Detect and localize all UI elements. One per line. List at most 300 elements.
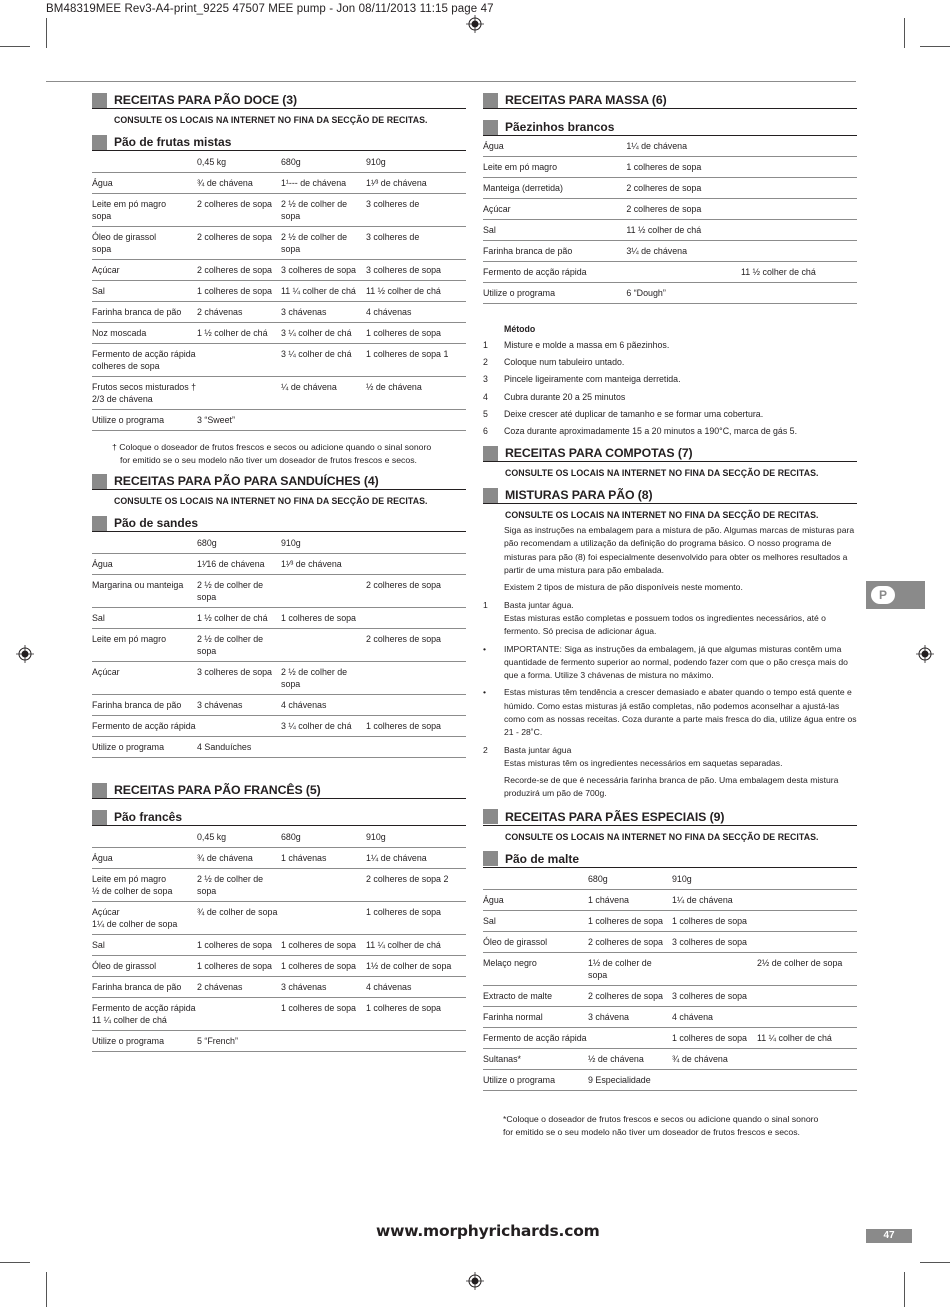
- footnote-line: † Coloque o doseador de frutos frescos e secos ou adicione quando o sinal sonoro: [112, 442, 432, 452]
- table-row: [483, 1048, 857, 1069]
- ingredient-cell: Utilize o programa: [92, 1031, 197, 1052]
- crop-mark: [904, 18, 905, 48]
- consult-note: CONSULTE OS LOCAIS NA INTERNET NO FINA DA SECÇÃO DE RECITAS.: [114, 496, 428, 506]
- amount-cell: [281, 575, 366, 608]
- table-row: [483, 136, 857, 157]
- amount-cell: 1 colheres de sopa: [281, 998, 366, 1031]
- amount-cell: 5 “French”: [197, 1031, 281, 1052]
- print-header: BM48319MEE Rev3-A4-print_9225 47507 MEE pump - Jon 08/11/2013 11:15 page 47: [46, 3, 494, 15]
- table-row: [483, 985, 857, 1006]
- amount-cell: 1 colheres de sopa: [366, 902, 466, 935]
- step-text: Coloque num tabuleiro untado.: [504, 357, 625, 368]
- table-header-cell: [483, 868, 588, 890]
- table-row: [92, 869, 466, 902]
- section-heading: [92, 473, 466, 490]
- ingredient-cell: Leite em pó magro: [92, 629, 197, 662]
- amount-cell: 1¼ de chávena: [672, 889, 757, 910]
- recipe-table: [483, 868, 857, 1091]
- amount-cell: [197, 998, 281, 1031]
- table-row: [92, 977, 466, 998]
- recipe-table: [483, 136, 857, 304]
- table-row: [92, 302, 466, 323]
- ingredient-cell: Noz moscada: [92, 323, 197, 344]
- subsection-heading: [92, 515, 466, 532]
- subsection-heading: [483, 119, 857, 136]
- method-step: [483, 391, 857, 403]
- amount-cell: 2 colheres de sopa: [366, 575, 466, 608]
- crop-mark: [920, 1262, 950, 1263]
- amount-cell: 2 colheres de sopa: [197, 194, 281, 227]
- amount-cell: [281, 902, 366, 935]
- amount-cell: 3 colheres de sopa: [672, 931, 757, 952]
- amount-cell: 11 ½ colher de chá: [626, 220, 741, 241]
- crop-mark: [46, 18, 47, 48]
- footnote-line: for emitido se o seu modelo não tiver um doseador de frutos frescos e secos.: [503, 1126, 800, 1137]
- table-header-cell: [92, 826, 197, 848]
- ingredient-cell: Manteiga (derretida): [483, 178, 626, 199]
- section-heading: [483, 487, 857, 504]
- amount-cell: [281, 1031, 366, 1052]
- amount-cell: [741, 220, 857, 241]
- amount-cell: [757, 931, 857, 952]
- section-marker: [483, 120, 498, 135]
- amount-cell: [741, 241, 857, 262]
- ingredient-cell: Água: [483, 889, 588, 910]
- amount-cell: 1 colheres de sopa: [281, 608, 366, 629]
- table-row: [92, 323, 466, 344]
- step-number: 6: [483, 425, 488, 436]
- table-row: [92, 281, 466, 302]
- footnote-line: for emitido se o seu modelo não tiver um doseador de frutos frescos e secos.: [120, 455, 417, 465]
- table-header-cell: 680g: [197, 532, 281, 554]
- section-marker: [92, 810, 107, 825]
- table-row: [92, 935, 466, 956]
- table-header-cell: 680g: [588, 868, 672, 890]
- amount-cell: 11 ¼ colher de chá: [366, 935, 466, 956]
- table-row: [483, 262, 857, 283]
- amount-cell: [757, 1048, 857, 1069]
- amount-cell: 4 chávenas: [281, 695, 366, 716]
- table-header-row: [92, 151, 466, 173]
- table-row: [92, 629, 466, 662]
- table-row: [92, 848, 466, 869]
- ingredient-cell: Água: [92, 848, 197, 869]
- language-tab: [866, 581, 925, 609]
- table-row: [483, 199, 857, 220]
- ingredient-cell: Óleo de girassol: [92, 956, 197, 977]
- amount-cell: ½ de chávena: [588, 1048, 672, 1069]
- amount-cell: 4 chávena: [672, 1006, 757, 1027]
- amount-cell: 2 ½ de colher de sopa: [197, 869, 281, 902]
- section-heading: [483, 445, 857, 462]
- amount-cell: 2 ½ de colher de sopa: [281, 662, 366, 695]
- amount-cell: 4 chávenas: [366, 302, 466, 323]
- amount-cell: [366, 1031, 466, 1052]
- amount-cell: [366, 554, 466, 575]
- recipe-table: [92, 826, 466, 1052]
- section-title: RECEITAS PARA PÃO DOCE (3): [114, 93, 298, 107]
- section-title: RECEITAS PARA PÃES ESPECIAIS (9): [505, 809, 725, 824]
- crop-mark: [920, 46, 950, 47]
- section-marker: [483, 809, 498, 824]
- table-header-cell: 910g: [281, 532, 366, 554]
- amount-cell: 3¼ de chávena: [626, 241, 741, 262]
- subsection-title: Pão francês: [114, 810, 183, 824]
- amount-cell: 2 colheres de sopa: [588, 985, 672, 1006]
- amount-cell: 3 chávenas: [281, 302, 366, 323]
- amount-cell: 3 colheres de sopa: [672, 985, 757, 1006]
- amount-cell: 1 colheres de sopa: [281, 935, 366, 956]
- method-title: Método: [504, 324, 536, 334]
- table-header-cell: 910g: [366, 151, 466, 173]
- table-header-cell: 680g: [281, 826, 366, 848]
- amount-cell: 2 ½ de colher de sopa: [281, 227, 366, 260]
- amount-cell: [741, 199, 857, 220]
- amount-cell: 1 colheres de sopa: [197, 935, 281, 956]
- amount-cell: [366, 410, 466, 431]
- ingredient-cell: Fermento de acção rápida: [483, 1027, 588, 1048]
- ingredient-cell: Óleo de girassol: [483, 931, 588, 952]
- ingredient-cell: Farinha branca de pão: [92, 977, 197, 998]
- table-header-cell: 910g: [366, 826, 466, 848]
- ingredient-cell: Açúcar: [92, 662, 197, 695]
- ingredient-cell: Leite em pó magro: [483, 157, 626, 178]
- table-row: [92, 1031, 466, 1052]
- table-row: [92, 695, 466, 716]
- table-header-cell: 680g: [281, 151, 366, 173]
- table-row: [483, 157, 857, 178]
- table-row: [92, 554, 466, 575]
- amount-cell: 2 colheres de sopa: [197, 227, 281, 260]
- consult-note: CONSULTE OS LOCAIS NA INTERNET NO FINA DA SECÇÃO DE RECITAS.: [114, 115, 428, 125]
- step-text: Misture e molde a massa em 6 pãezinhos.: [504, 340, 670, 350]
- ingredient-cell: Utilize o programa: [92, 410, 197, 431]
- ingredient-cell: Fermento de acção rápida 11 ¼ colher de chá: [92, 998, 197, 1031]
- amount-cell: 3 chávena: [588, 1006, 672, 1027]
- amount-cell: [588, 1027, 672, 1048]
- amount-cell: 2 chávenas: [197, 302, 281, 323]
- step-number: 3: [483, 374, 488, 385]
- step-number: 1: [483, 340, 488, 350]
- amount-cell: 3 colheres de sopa: [197, 662, 281, 695]
- ingredient-cell: Água: [92, 554, 197, 575]
- amount-cell: 3 colheres de sopa: [281, 260, 366, 281]
- table-row: [483, 910, 857, 931]
- section-title: MISTURAS PARA PÃO (8): [505, 488, 653, 503]
- method-list: [483, 339, 857, 437]
- amount-cell: 4 chávenas: [366, 977, 466, 998]
- ingredient-cell: Sal: [92, 608, 197, 629]
- table-header-cell: [757, 868, 857, 890]
- ingredient-cell: Extracto de malte: [483, 985, 588, 1006]
- table-row: [483, 1069, 857, 1090]
- subsection-heading: [92, 134, 466, 151]
- subsection-title: Pãezinhos brancos: [505, 120, 615, 134]
- table-header-row: [92, 532, 466, 554]
- ingredient-cell: Sal: [483, 220, 626, 241]
- ingredient-cell: Leite em pó magro sopa: [92, 194, 197, 227]
- method-step: [483, 356, 857, 368]
- method: [483, 324, 857, 437]
- table-row: [92, 608, 466, 629]
- amount-cell: [197, 344, 281, 377]
- table-row: [92, 575, 466, 608]
- footnote: [483, 1113, 857, 1139]
- amount-cell: [197, 716, 281, 737]
- amount-cell: 3 colheres de sopa: [366, 260, 466, 281]
- amount-cell: 2 ½ de colher de sopa: [197, 629, 281, 662]
- amount-cell: 2 ½ de colher de sopa: [197, 575, 281, 608]
- amount-cell: 1 ½ colher de chá: [197, 323, 281, 344]
- right-column: [483, 92, 857, 1145]
- amount-cell: 1 colheres de sopa: [366, 323, 466, 344]
- left-column: [92, 92, 466, 1052]
- table-row: [483, 241, 857, 262]
- subsection-heading: [92, 809, 466, 826]
- table-header-cell: [92, 151, 197, 173]
- table-row: [483, 178, 857, 199]
- amount-cell: 11 ¼ colher de chá: [757, 1027, 857, 1048]
- amount-cell: 1 ½ colher de chá: [197, 608, 281, 629]
- recipe-table: [92, 151, 466, 431]
- language-tab-label: P: [871, 586, 895, 604]
- amount-cell: 1¹⁄³ de chávena: [281, 554, 366, 575]
- registration-mark-icon: [466, 1272, 484, 1290]
- crop-mark: [0, 46, 30, 47]
- table-row: [92, 260, 466, 281]
- section-marker: [483, 93, 498, 108]
- ingredient-cell: Farinha branca de pão: [92, 695, 197, 716]
- registration-mark-icon: [466, 15, 484, 33]
- table-row: [92, 662, 466, 695]
- table-row: [92, 194, 466, 227]
- consult-note: CONSULTE OS LOCAIS NA INTERNET NO FINA DA SECÇÃO DE RECITAS.: [505, 468, 819, 479]
- page-number: 47: [866, 1229, 912, 1243]
- amount-cell: 2 colheres de sopa: [366, 629, 466, 662]
- step-text: Coza durante aproximadamente 15 a 20 minutos a 190°C, marca de gás 5.: [504, 425, 798, 436]
- amount-cell: [197, 377, 281, 410]
- list-item: [483, 686, 857, 739]
- ingredient-cell: Farinha normal: [483, 1006, 588, 1027]
- ingredient-cell: Sal: [92, 281, 197, 302]
- table-row: [483, 220, 857, 241]
- table-row: [92, 344, 466, 377]
- amount-cell: [757, 1006, 857, 1027]
- amount-cell: ¾ de chávena: [197, 848, 281, 869]
- amount-cell: 1 colheres de sopa: [366, 716, 466, 737]
- amount-cell: 2½ de colher de sopa: [757, 952, 857, 985]
- amount-cell: 1¹⁄16 de chávena: [197, 554, 281, 575]
- table-row: [483, 1006, 857, 1027]
- ingredient-cell: Água: [483, 136, 626, 157]
- amount-cell: 1½ de colher de sopa: [366, 956, 466, 977]
- paragraph: Recorde-se de que é necessária farinha branca de pão. Uma embalagem desta mistura produzirá um pão de 700g.: [504, 775, 839, 799]
- amount-cell: [757, 1069, 857, 1090]
- amount-cell: [281, 410, 366, 431]
- amount-cell: 3 ¼ colher de chá: [281, 716, 366, 737]
- amount-cell: 3 colheres de: [366, 194, 466, 227]
- table-header-row: [92, 826, 466, 848]
- table-row: [483, 1027, 857, 1048]
- section-marker: [92, 93, 107, 108]
- amount-cell: [757, 985, 857, 1006]
- amount-cell: ¾ de colher de sopa: [197, 902, 281, 935]
- amount-cell: 6 “Dough”: [626, 283, 741, 304]
- amount-cell: 3 chávenas: [281, 977, 366, 998]
- amount-cell: [366, 737, 466, 758]
- registration-mark-icon: [916, 645, 934, 663]
- amount-cell: 11 ¼ colher de chá: [281, 281, 366, 302]
- section-marker: [483, 446, 498, 461]
- section-heading: [483, 809, 857, 826]
- step-number: 5: [483, 408, 488, 419]
- footnote: [92, 441, 466, 467]
- amount-cell: 11 ½ colher de chá: [741, 262, 857, 283]
- amount-cell: [366, 695, 466, 716]
- section-marker: [92, 783, 107, 798]
- section-marker: [483, 851, 498, 866]
- list-item: [483, 744, 857, 771]
- list-number: 2: [483, 744, 488, 755]
- amount-cell: 1 colheres de sopa: [197, 956, 281, 977]
- ingredient-cell: Açúcar: [92, 260, 197, 281]
- amount-cell: 9 Especialidade: [588, 1069, 672, 1090]
- step-text: Deixe crescer até duplicar de tamanho e se formar uma cobertura.: [504, 408, 764, 419]
- table-row: [483, 283, 857, 304]
- amount-cell: ¾ de chávena: [197, 173, 281, 194]
- list-text: Basta juntar água. Estas misturas estão completas e possuem todos os ingredientes necessários, até o fermento. Só precisa de adicionar água.: [504, 599, 826, 637]
- ingredient-cell: Fermento de acção rápida colheres de sopa: [92, 344, 197, 377]
- website-url: www.morphyrichards.com: [376, 1222, 600, 1240]
- subsection-title: Pão de sandes: [114, 516, 199, 530]
- list-item: [483, 643, 857, 683]
- amount-cell: 3 ¼ colher de chá: [281, 344, 366, 377]
- amount-cell: [672, 1069, 757, 1090]
- amount-cell: [281, 869, 366, 902]
- amount-cell: 1 colheres de sopa: [588, 910, 672, 931]
- subsection-title: Pão de malte: [505, 851, 580, 866]
- section-marker: [92, 516, 107, 531]
- amount-cell: 1¹⁄³ de chávena: [366, 173, 466, 194]
- table-row: [92, 173, 466, 194]
- table-header-cell: 910g: [672, 868, 757, 890]
- amount-cell: 3 colheres de: [366, 227, 466, 260]
- amount-cell: 11 ½ colher de chá: [366, 281, 466, 302]
- list-number: 1: [483, 599, 488, 610]
- ingredient-cell: Utilize o programa: [483, 283, 626, 304]
- amount-cell: 2 colheres de sopa: [197, 260, 281, 281]
- amount-cell: [366, 608, 466, 629]
- amount-cell: 1 colheres de sopa: [366, 998, 466, 1031]
- ingredient-cell: Melaço negro: [483, 952, 588, 985]
- consult-note: CONSULTE OS LOCAIS NA INTERNET NO FINA DA SECÇÃO DE RECITAS.: [505, 831, 819, 842]
- amount-cell: 1 colheres de sopa: [672, 910, 757, 931]
- amount-cell: 2 colheres de sopa: [626, 199, 741, 220]
- method-step: [483, 425, 857, 437]
- ingredient-cell: Açúcar 1¼ de colher de sopa: [92, 902, 197, 935]
- amount-cell: 1½ de colher de sopa: [588, 952, 672, 985]
- paragraph: Siga as instruções na embalagem para a mistura de pão. Algumas marcas de misturas para pão recomendam a utilização da definição do programa básico. O nosso programa de misturas para pão (8) foi especialmente desenvolvido para obter os melhores resultados a partir de uma mistura para pão embalada.: [504, 525, 855, 576]
- ingredient-cell: Utilize o programa: [92, 737, 197, 758]
- top-rule: [46, 81, 856, 82]
- ingredient-cell: Sultanas*: [483, 1048, 588, 1069]
- section-marker: [483, 488, 498, 503]
- section-marker: [92, 474, 107, 489]
- ingredient-cell: Fermento de acção rápida: [92, 716, 197, 737]
- table-row: [92, 902, 466, 935]
- amount-cell: 1 colheres de sopa: [626, 157, 741, 178]
- consult-note: CONSULTE OS LOCAIS NA INTERNET NO FINA DA SECÇÃO DE RECITAS.: [505, 510, 819, 521]
- table-row: [483, 931, 857, 952]
- ingredient-cell: Açúcar: [483, 199, 626, 220]
- ingredient-cell: Leite em pó magro ½ de colher de sopa: [92, 869, 197, 902]
- section-title: RECEITAS PARA MASSA (6): [505, 93, 667, 107]
- paragraph: Existem 2 tipos de mistura de pão disponíveis neste momento.: [504, 582, 743, 593]
- table-row: [92, 998, 466, 1031]
- amount-cell: 2 colheres de sopa: [588, 931, 672, 952]
- amount-cell: ¾ de chávena: [672, 1048, 757, 1069]
- amount-cell: 1 colheres de sopa: [197, 281, 281, 302]
- amount-cell: 3 “Sweet”: [197, 410, 281, 431]
- amount-cell: [741, 178, 857, 199]
- bullet: •: [483, 687, 487, 698]
- step-text: Cubra durante 20 a 25 minutos: [504, 391, 626, 402]
- list-text: Estas misturas têm tendência a crescer demasiado e abater quando o tempo está quente e húmido. Como estas misturas já estão completas, não podemos aconselhar a ajustá-las como com as nossas receitas. Coza durante a parte mais fresca do dia, utilize água entre os 21 - 28˚C.: [504, 687, 857, 738]
- crop-mark: [904, 1272, 905, 1307]
- amount-cell: 2 colheres de sopa: [626, 178, 741, 199]
- amount-cell: [626, 262, 741, 283]
- bullet: •: [483, 643, 487, 654]
- ingredient-cell: Fermento de acção rápida: [483, 262, 626, 283]
- table-row: [483, 889, 857, 910]
- subsection-title: Pão de frutas mistas: [114, 135, 232, 149]
- amount-cell: 1 chávenas: [281, 848, 366, 869]
- amount-cell: 3 ¼ colher de chá: [281, 323, 366, 344]
- method-step: [483, 408, 857, 420]
- table-header-row: [483, 868, 857, 890]
- section-marker: [92, 135, 107, 150]
- step-number: 2: [483, 357, 488, 368]
- registration-mark-icon: [16, 645, 34, 663]
- list-text: Basta juntar água Estas misturas têm os ingredientes necessários em saquetas separadas.: [504, 744, 783, 768]
- table-header-cell: 0,45 kg: [197, 826, 281, 848]
- step-text: Pincele ligeiramente com manteiga derretida.: [504, 374, 681, 385]
- list-text: IMPORTANTE: Siga as instruções da embalagem, já que algumas misturas contêm uma quantidade de fermento superior ao normal, podendo fazer com que o pão cresça mais do que a forma. Utilize 3 chávenas de mistura no máximo.: [504, 643, 848, 681]
- subsection-heading: [483, 851, 857, 868]
- method-step: [483, 339, 857, 351]
- section-title: RECEITAS PARA PÃO FRANCÊS (5): [114, 783, 321, 797]
- section-title: RECEITAS PARA COMPOTAS (7): [505, 446, 693, 461]
- table-header-cell: [92, 532, 197, 554]
- section-title: RECEITAS PARA PÃO PARA SANDUÍCHES (4): [114, 474, 379, 488]
- amount-cell: [366, 662, 466, 695]
- section-heading: [92, 782, 466, 799]
- footnote-line: *Coloque o doseador de frutos frescos e secos ou adicione quando o sinal sonoro: [503, 1113, 819, 1124]
- table-header-cell: 0,45 kg: [197, 151, 281, 173]
- section-heading: [483, 92, 857, 109]
- ingredient-cell: Água: [92, 173, 197, 194]
- ingredient-cell: Sal: [483, 910, 588, 931]
- amount-cell: ¼ de chávena: [281, 377, 366, 410]
- method-step: [483, 373, 857, 385]
- section-heading: [92, 92, 466, 109]
- ingredient-cell: Margarina ou manteiga: [92, 575, 197, 608]
- amount-cell: 2 colheres de sopa 2: [366, 869, 466, 902]
- amount-cell: 4 Sanduíches: [197, 737, 281, 758]
- step-number: 4: [483, 391, 488, 402]
- amount-cell: 1¼ de chávena: [626, 136, 741, 157]
- amount-cell: [672, 952, 757, 985]
